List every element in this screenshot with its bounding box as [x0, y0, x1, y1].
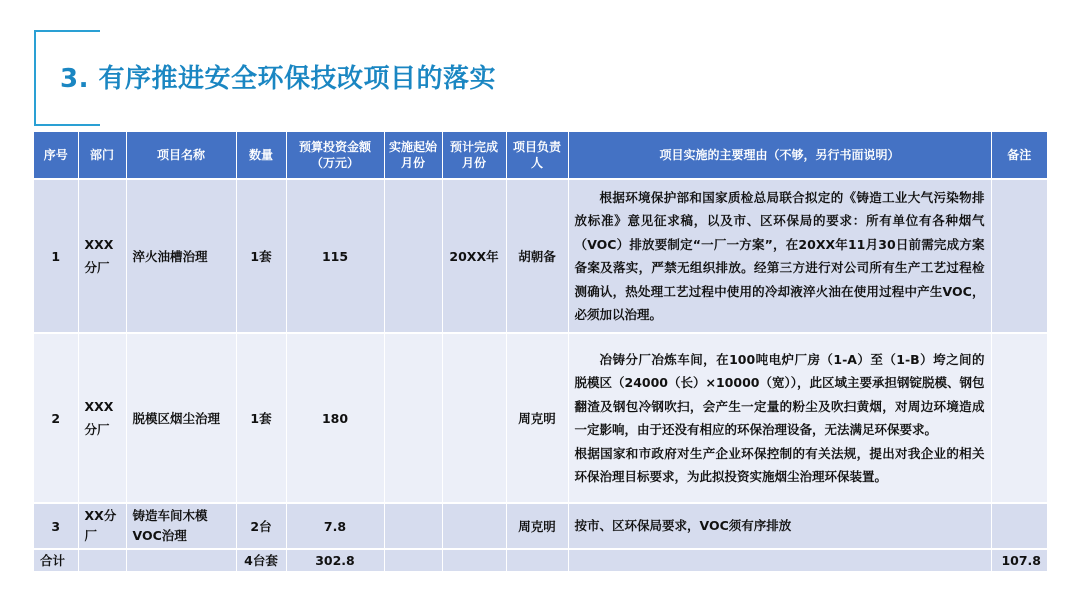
cell-qty: 2台	[236, 503, 286, 549]
total-label: 合计	[34, 549, 78, 571]
cell-finish: 20XX年	[442, 179, 506, 333]
cell-no: 3	[34, 503, 78, 549]
header-qty: 数量	[236, 132, 286, 179]
table-row-total	[34, 549, 1047, 571]
cell-start	[384, 179, 442, 333]
header-no: 序号	[34, 132, 78, 179]
header-dept: 部门	[78, 132, 126, 179]
project-table-wrapper	[34, 132, 1047, 571]
cell-reason	[568, 333, 991, 503]
header-name: 项目名称	[126, 132, 236, 179]
table-header-row	[34, 132, 1047, 179]
cell-qty: 1套	[236, 179, 286, 333]
cell-finish	[442, 333, 506, 503]
cell-qty: 1套	[236, 333, 286, 503]
table-row-1	[34, 179, 1047, 333]
cell-no: 2	[34, 333, 78, 503]
total-budget: 302.8	[286, 549, 384, 571]
total-empty-dept	[78, 549, 126, 571]
cell-start	[384, 503, 442, 549]
page-title: 3. 有序推进安全环保技改项目的落实	[60, 64, 497, 94]
title-frame-top	[34, 30, 100, 32]
reason-paragraph: 根据环境保护部和国家质检总局联合拟定的《铸造工业大气污染物排放标准》意见征求稿，以及市、区环保局的要求：所有单位有各种烟气（VOC）排放要制定“一厂一方案”，在20XX年11月30日前需完成方案备案及落实，严禁无组织排放。经第三方进行对公司所有生产工艺过程检测确认，热处理工艺过程中使用的冷却液淬火油在使用过程中产生VOC，必须加以治理。	[574, 189, 985, 322]
cell-start	[384, 333, 442, 503]
cell-owner: 周克明	[506, 503, 568, 549]
cell-name: 铸造车间木模VOC治理	[126, 503, 236, 549]
table-row-3	[34, 503, 1047, 549]
header-reason: 项目实施的主要理由（不够，另行书面说明）	[568, 132, 991, 179]
cell-no: 1	[34, 179, 78, 333]
total-empty-start	[384, 549, 442, 571]
header-start: 实施起始月份	[384, 132, 442, 179]
cell-remark	[991, 333, 1047, 503]
total-empty-finish	[442, 549, 506, 571]
header-budget: 预算投资金额（万元）	[286, 132, 384, 179]
cell-reason	[568, 179, 991, 333]
cell-reason	[568, 503, 991, 549]
total-qty: 4台套	[236, 549, 286, 571]
cell-dept: XXX分厂	[78, 333, 126, 503]
title-frame-bottom	[34, 124, 100, 126]
total-empty-reason	[568, 549, 991, 571]
reason-paragraph: 按市、区环保局要求，VOC须有序排放	[574, 518, 792, 534]
cell-owner: 胡朝备	[506, 179, 568, 333]
cell-budget: 7.8	[286, 503, 384, 549]
cell-name: 淬火油槽治理	[126, 179, 236, 333]
cell-owner: 周克明	[506, 333, 568, 503]
cell-dept: XX分厂	[78, 503, 126, 549]
cell-remark	[991, 179, 1047, 333]
project-table	[34, 132, 1047, 571]
table-row-2	[34, 333, 1047, 503]
cell-budget: 180	[286, 333, 384, 503]
total-empty-name	[126, 549, 236, 571]
header-finish: 预计完成月份	[442, 132, 506, 179]
header-remark: 备注	[991, 132, 1047, 179]
cell-finish	[442, 503, 506, 549]
reason-paragraph: 根据国家和市政府对生产企业环保控制的有关法规，提出对我企业的相关环保治理目标要求，为此拟投资实施烟尘治理环保装置。	[574, 445, 985, 484]
cell-remark	[991, 503, 1047, 549]
reason-paragraph: 冶铸分厂冶炼车间，在100吨电炉厂房（1-A）至（1-B）垮之间的脱模区（24000（长）×10000（宽）），此区域主要承担钢锭脱模、钢包翻渣及钢包冷钢吹扫，会产生一定量的粉尘及吹扫黄烟，对周边环境造成一定影响，由于还没有相应的环保治理设备，无法满足环保要求。	[574, 351, 985, 437]
cell-name: 脱模区烟尘治理	[126, 333, 236, 503]
cell-dept: XXX分厂	[78, 179, 126, 333]
total-empty-owner	[506, 549, 568, 571]
cell-budget: 115	[286, 179, 384, 333]
total-remark: 107.8	[991, 549, 1047, 571]
header-owner: 项目负责人	[506, 132, 568, 179]
title-frame-left	[34, 30, 36, 124]
